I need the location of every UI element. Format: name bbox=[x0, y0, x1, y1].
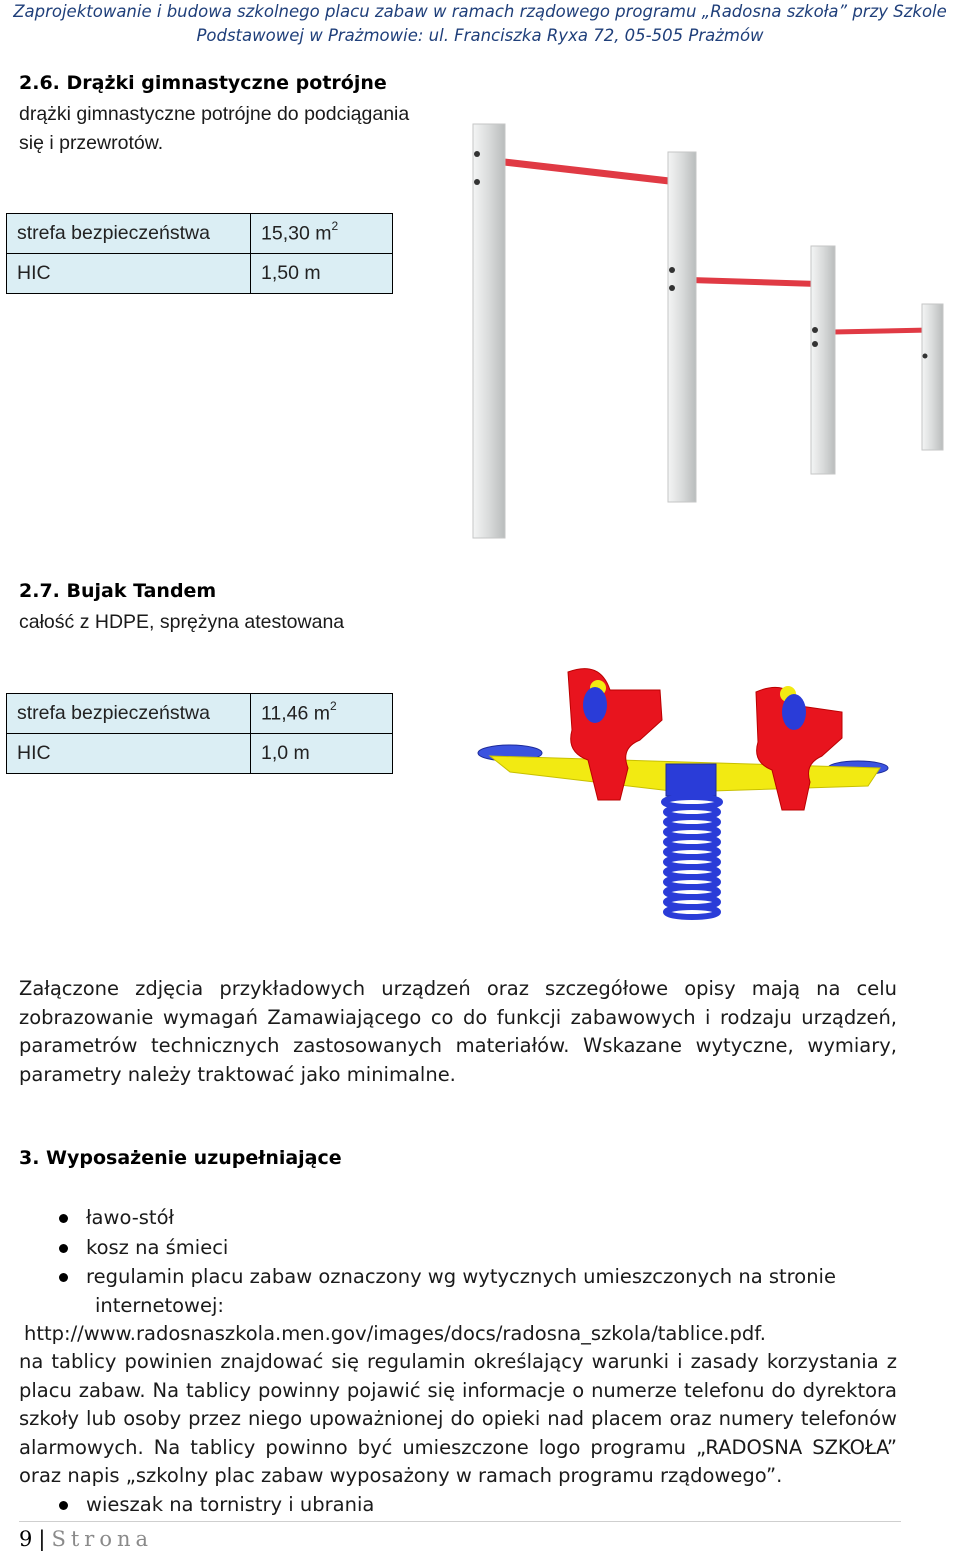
spring-rocker-image bbox=[470, 660, 900, 930]
table-row bbox=[7, 694, 393, 734]
equipment-list-continued bbox=[19, 1490, 899, 1520]
safety-zone-label: strefa bezpieczeństwa bbox=[7, 214, 251, 254]
hic-value: 1,50 m bbox=[251, 254, 393, 294]
section-3-title: 3. Wyposażenie uzupełniające bbox=[19, 1147, 342, 1169]
safety-zone-label: strefa bezpieczeństwa bbox=[7, 694, 251, 734]
footer-divider bbox=[19, 1521, 901, 1522]
bullet-icon bbox=[59, 1244, 68, 1253]
page-footer bbox=[19, 1526, 153, 1552]
list-item: wieszak na tornistry i ubrania bbox=[19, 1490, 899, 1520]
hic-label: HIC bbox=[7, 254, 251, 294]
bullet-icon bbox=[59, 1214, 68, 1223]
description-paragraph: Załączone zdjęcia przykładowych urządzeń oraz szczegółowe opisy mają na celu zobrazowanie wymagań Zamawiającego co do funkcji zabawowych i rodzaju urządzeń, parametrów technicznych zastosowanych materiałów. Wskazane wytyczne, wymiary, parametry należy traktować jako minimalne. bbox=[19, 977, 897, 1086]
list-item: ławo-stół bbox=[19, 1203, 899, 1233]
bullet-icon bbox=[59, 1273, 68, 1282]
table-row bbox=[7, 254, 393, 294]
safety-zone-value: 11,46 $m^2$ bbox=[251, 694, 393, 734]
gymnastic-bars-image bbox=[440, 110, 960, 550]
footer-separator: | bbox=[38, 1527, 46, 1551]
board-requirements-paragraph: na tablicy powinien znajdować się regulamin określający warunki i zasady korzystania z placu zabaw. Na tablicy powinny pojawić się informacje o numerze telefonu do dyrektora szkoły lub osoby przez niego upoważnionej do opieki nad placem oraz numery telefonów alarmowych. Na tablicy powinno być umieszczone logo programu „RADOSNA SZKOŁA” oraz napis „szkolny plac zabaw wyposażony w ramach programu rządowego”. bbox=[19, 1350, 897, 1487]
list-item: regulamin placu zabaw oznaczony wg wytycznych umieszczonych na stronie bbox=[19, 1262, 899, 1292]
section-2-6-spec-table bbox=[6, 213, 393, 294]
header-line-1: Zaprojektowanie i budowa szkolnego placu zabaw w ramach rządowego programu „Radosna szkoła” przy Szkole bbox=[13, 2, 947, 21]
footer-label: Strona bbox=[51, 1527, 154, 1551]
section-2-6-desc-line-2: się i przewrotów. bbox=[19, 132, 164, 154]
section-2-6-title: 2.6. Drążki gimnastyczne potrójne bbox=[19, 72, 387, 94]
hic-value: 1,0 m bbox=[251, 734, 393, 774]
hic-label: HIC bbox=[7, 734, 251, 774]
table-row bbox=[7, 214, 393, 254]
list-item: kosz na śmieci bbox=[19, 1233, 899, 1263]
section-2-7-spec-table bbox=[6, 693, 393, 774]
document-header bbox=[0, 0, 960, 48]
bullet-icon bbox=[59, 1501, 68, 1510]
table-row bbox=[7, 734, 393, 774]
safety-zone-value: 15,30 $m^2$ bbox=[251, 214, 393, 254]
section-2-7-desc: całość z HDPE, sprężyna atestowana bbox=[19, 611, 345, 633]
regulations-url: http://www.radosnaszkola.men.gov/images/docs/radosna_szkola/tablice.pdf. bbox=[24, 1322, 766, 1345]
page-number: 9 bbox=[19, 1527, 33, 1551]
header-line-2: Podstawowej w Prażmowie: ul. Franciszka Ryxa 72, 05-505 Prażmów bbox=[196, 26, 764, 45]
section-2-6-desc-line-1: drążki gimnastyczne potrójne do podciągania bbox=[19, 103, 410, 125]
list-item-continuation: internetowej: bbox=[95, 1294, 224, 1317]
section-2-7-title: 2.7. Bujak Tandem bbox=[19, 580, 217, 602]
equipment-list bbox=[19, 1203, 899, 1292]
